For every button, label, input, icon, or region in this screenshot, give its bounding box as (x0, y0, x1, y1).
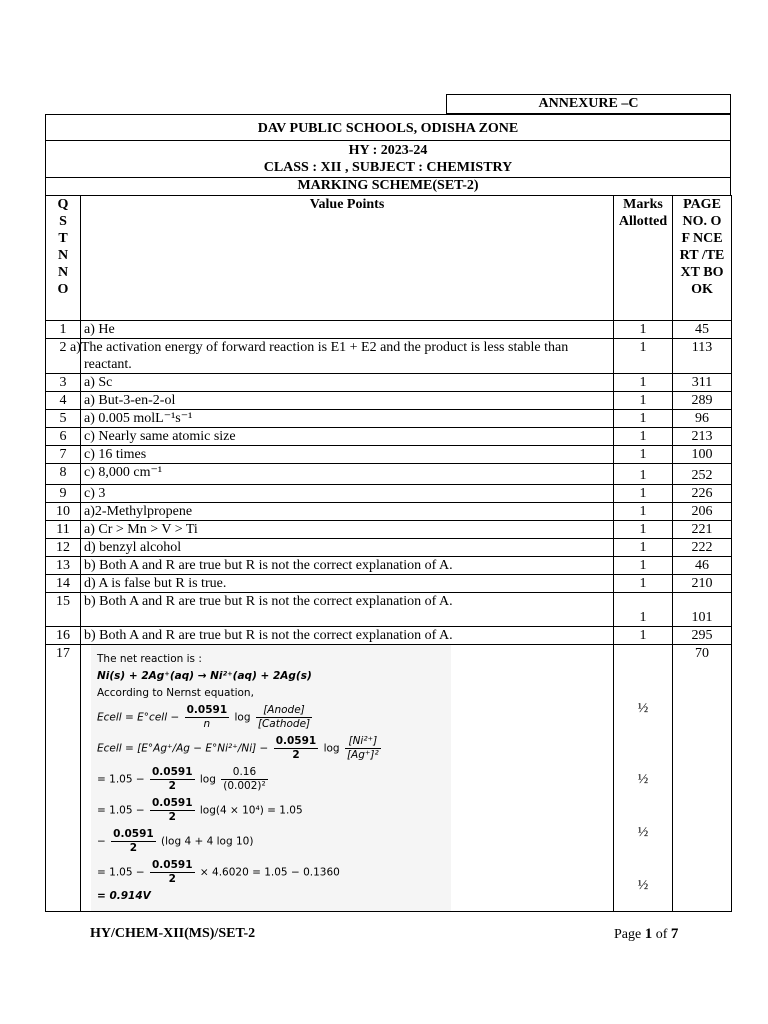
answer-text: a)2-Methylpropene (81, 503, 614, 521)
page-header: PAGE NO. OF NCERT /TEXT BOOK (673, 196, 732, 321)
answer-text: a) 0.005 molL⁻¹s⁻¹ (81, 410, 614, 428)
calc-step-1 (97, 766, 445, 793)
page-number: 46 (673, 557, 732, 575)
table-row (46, 557, 732, 575)
eq6-fraction (150, 859, 195, 886)
page-number: 213 (673, 428, 732, 446)
page-number: 113 (673, 339, 732, 374)
table-row (46, 339, 732, 374)
eq1-den: n (203, 718, 211, 730)
question-number: 6 (46, 428, 81, 446)
net-reaction-label: The net reaction is : (97, 653, 202, 665)
eq2-log: log (323, 742, 340, 755)
eq5-fraction (111, 828, 156, 855)
half-mark: ½ (637, 878, 649, 893)
answer-text: a) But-3-en-2-ol (81, 392, 614, 410)
marks-value: 1 (614, 627, 673, 645)
eq6-lhs: = 1.05 − (97, 866, 145, 879)
qstn-header: QS TN N O (46, 196, 81, 321)
marks-value: 1 (614, 557, 673, 575)
eq4-num: 0.0591 (152, 797, 193, 809)
question-number: 5 (46, 410, 81, 428)
eq4-den: 2 (168, 811, 176, 823)
marks-value: 1 (614, 392, 673, 410)
table-row (46, 521, 732, 539)
eq1-num: 0.0591 (186, 704, 228, 716)
table-row (46, 428, 732, 446)
exam-header (45, 140, 731, 178)
marks-header: Marks Allotted (614, 196, 673, 321)
page-indicator (614, 926, 678, 943)
nernst-solution (91, 645, 451, 911)
question-number: 4 (46, 392, 81, 410)
eq4-fraction (150, 797, 195, 824)
eq4-lhs: = 1.05 − (97, 804, 145, 817)
half-mark: ½ (637, 701, 649, 716)
marks-value: 1 (614, 410, 673, 428)
marks-value: 1 (614, 339, 673, 374)
half-mark: ½ (637, 772, 649, 787)
eq5-den: 2 (129, 842, 138, 854)
answer-text: c) 16 times (81, 446, 614, 464)
class-subject: CLASS : XII , SUBJECT : CHEMISTRY (263, 160, 513, 175)
page-current: 1 (644, 926, 653, 942)
eq1-fraction (185, 704, 230, 731)
page-number: 252 (673, 464, 732, 485)
nernst-label: According to Nernst equation, (97, 687, 254, 699)
eq1-log-den: [Cathode] (257, 718, 311, 730)
page-number: 289 (673, 392, 732, 410)
reaction-equation: Ni(s) + 2Ag⁺(aq) → Ni²⁺(aq) + 2Ag(s) (97, 670, 312, 682)
eq1-log-fraction (256, 704, 312, 731)
page-number: 221 (673, 521, 732, 539)
table-row (46, 485, 732, 503)
eq4-rest: log(4 × 10⁴) = 1.05 (199, 804, 303, 817)
page-number: 101 (673, 593, 732, 627)
question-number: 3 (46, 374, 81, 392)
question-number: 13 (46, 557, 81, 575)
answer-text: d) benzyl alcohol (81, 539, 614, 557)
table-row (46, 539, 732, 557)
marks-value: 1 (614, 374, 673, 392)
question-number: 2 (46, 339, 81, 374)
page-number: 222 (673, 539, 732, 557)
table-row (46, 593, 732, 627)
marks-value: 1 (614, 503, 673, 521)
question-number: 1 (46, 321, 81, 339)
eq1-lhs: Ecell = E°cell − (97, 711, 180, 724)
marks-value: 1 (614, 321, 673, 339)
marks-value: 1 (614, 575, 673, 593)
eq3-den: 2 (168, 780, 176, 792)
question-number: 15 (46, 593, 81, 627)
answer-text: b) Both A and R are true but R is not the correct explanation of A. (81, 627, 614, 645)
calc-step-4 (97, 859, 445, 886)
eq6-num: 0.0591 (152, 859, 193, 871)
eq6-den: 2 (168, 873, 176, 885)
answer-text: a)The activation energy of forward reaction is E1 + E2 and the product is less stable than reactant. (81, 339, 614, 374)
eq3-log-num: 0.16 (221, 766, 267, 780)
q17-marks (614, 645, 673, 912)
answer-text: b) Both A and R are true but R is not the correct explanation of A. (81, 557, 614, 575)
answer-text: b) Both A and R are true but R is not the correct explanation of A. (81, 593, 614, 627)
answer-text: c) 8,000 cm⁻¹ (81, 464, 614, 485)
marking-scheme-table (45, 195, 732, 912)
answer-text: a) Cr > Mn > V > Ti (81, 521, 614, 539)
page-word: Page (614, 927, 642, 942)
marks-value: 1 (614, 428, 673, 446)
eq2-den: 2 (292, 749, 300, 761)
table-header-row (46, 196, 732, 321)
page-total: 7 (670, 926, 679, 942)
page-number: 45 (673, 321, 732, 339)
document-code: HY/CHEM-XII(MS)/SET-2 (90, 926, 256, 941)
table-row (46, 575, 732, 593)
answer-text: c) 3 (81, 485, 614, 503)
eq3-log: log (199, 773, 216, 786)
table-row (46, 464, 732, 485)
calc-step-2 (97, 797, 445, 824)
eq3-num: 0.0591 (152, 766, 193, 778)
marks-value: 1 (614, 593, 673, 627)
table-row (46, 392, 732, 410)
answer-text: c) Nearly same atomic size (81, 428, 614, 446)
calc-step-3: − $\frac{0.0591}{2}$ (log 4 + 4 log 10) (97, 828, 254, 854)
eq1-log: log (234, 711, 251, 724)
answer-text: d) A is false but R is true. (81, 575, 614, 593)
marks-value: 1 (614, 539, 673, 557)
substituted-equation (97, 735, 445, 762)
marks-value: 1 (614, 446, 673, 464)
question-number: 12 (46, 539, 81, 557)
answer-text: a) He (81, 321, 614, 339)
table-row (46, 627, 732, 645)
table-row-q17 (46, 645, 732, 912)
eq1-log-num: [Anode] (256, 704, 312, 718)
table-row (46, 374, 732, 392)
nernst-equation (97, 704, 445, 731)
value-points-header: Value Points (81, 196, 614, 321)
eq3-log-fraction (221, 766, 267, 793)
school-title: DAV PUBLIC SCHOOLS, ODISHA ZONE (45, 114, 731, 140)
scheme-title: MARKING SCHEME(SET-2) (45, 177, 731, 195)
question-number: 9 (46, 485, 81, 503)
page-number: 206 (673, 503, 732, 521)
page-number: 226 (673, 485, 732, 503)
eq2-fraction (274, 735, 319, 762)
half-mark: ½ (637, 825, 649, 840)
eq2-log-den: [Ag⁺]² (346, 749, 379, 761)
eq3-lhs: = 1.05 − (97, 773, 145, 786)
eq3-fraction (150, 766, 195, 793)
eq5-rest: (log 4 + 4 log 10) (161, 835, 254, 848)
table-row (46, 446, 732, 464)
page-number: 70 (673, 645, 732, 912)
marks-value: 1 (614, 521, 673, 539)
eq6-rest: × 4.6020 = 1.05 − 0.1360 (199, 866, 340, 879)
page-number: 311 (673, 374, 732, 392)
answer-text: a) Sc (81, 374, 614, 392)
page-number: 96 (673, 410, 732, 428)
page-number: 210 (673, 575, 732, 593)
final-answer: = 0.914V (97, 890, 151, 902)
page-number: 100 (673, 446, 732, 464)
eq5-num: 0.0591 (113, 828, 154, 840)
question-number: 10 (46, 503, 81, 521)
table-row (46, 321, 732, 339)
question-number: 16 (46, 627, 81, 645)
question-number: 7 (46, 446, 81, 464)
page-number: 295 (673, 627, 732, 645)
eq2-log-num: [Ni²⁺] (345, 735, 381, 749)
eq3-log-den: (0.002)² (223, 780, 266, 792)
of-word: of (655, 927, 668, 942)
question-number: 17 (46, 645, 81, 912)
question-number: 8 (46, 464, 81, 485)
exam-year: HY : 2023-24 (348, 143, 428, 158)
answer-working (81, 645, 614, 912)
eq2-log-fraction (345, 735, 381, 762)
table-row (46, 410, 732, 428)
question-number: 11 (46, 521, 81, 539)
table-row (46, 503, 732, 521)
question-number: 14 (46, 575, 81, 593)
eq2-lhs: Ecell = [E°Ag⁺/Ag − E°Ni²⁺/Ni] − (97, 742, 269, 755)
eq2-num: 0.0591 (275, 735, 317, 747)
annexure-label: ANNEXURE –C (446, 94, 731, 114)
marks-value: 1 (614, 464, 673, 485)
marks-value: 1 (614, 485, 673, 503)
